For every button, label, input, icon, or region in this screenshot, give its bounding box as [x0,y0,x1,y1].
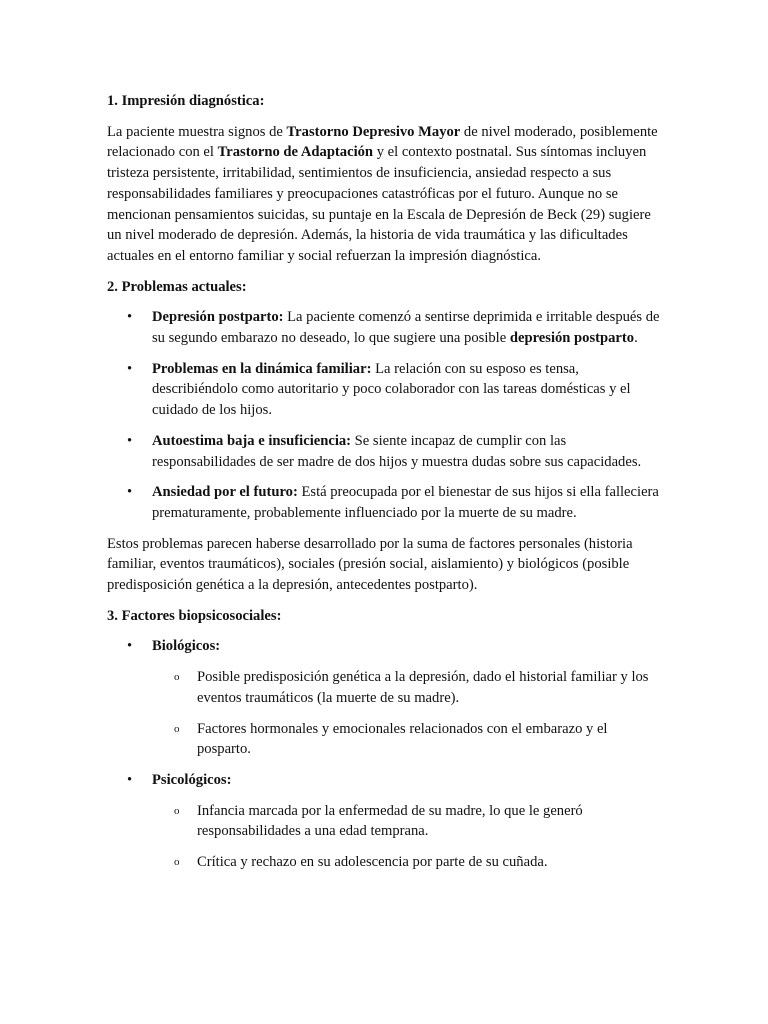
group-label: Psicológicos: [152,771,232,788]
item-label: Autoestima baja e insuficiencia: [152,432,352,449]
sub-list-item: o Posible predisposición genética a la depresión, dado el historial familiar y los eventos traumáticos (la muerte de su madre). [152,667,663,708]
diagnosis-bold: Trastorno Depresivo Mayor [286,123,461,140]
section-2-heading: 2. Problemas actuales: [107,278,247,295]
text-run: de nivel moderado, posiblemente relacionado con el [107,123,658,161]
text-run: La paciente muestra signos de [107,123,287,140]
factors-list [107,636,663,872]
item-label: Problemas en la dinámica familiar: [152,360,372,377]
item-label: Depresión postparto: [152,309,284,326]
section-1-paragraph [107,122,663,267]
section-3-heading: 3. Factores biopsicosociales: [107,607,282,624]
problems-list [107,307,663,523]
list-item [107,359,663,421]
diagnosis-bold: Trastorno de Adaptación [217,144,374,161]
group-label: Biológicos: [152,638,221,655]
sub-list-item: o Factores hormonales y emocionales relacionados con el embarazo y el posparto. [152,719,663,760]
list-item [107,431,663,472]
section-1-heading: 1. Impresión diagnóstica: [107,93,265,109]
item-text: Se siente incapaz de cumplir con las responsabilidades de ser madre de dos hijos y muestra dudas sobre sus capacidades. [152,432,642,470]
list-item [107,636,663,760]
item-text: La relación con su esposo es tensa, describiéndolo como autoritario y poco colaborador con las tareas domésticas y el cuidado de los hijos. [152,360,631,419]
sub-list [152,801,663,873]
text-run: y el contexto postnatal. Sus síntomas incluyen tristeza persistente, irritabilidad, sentimientos de insuficiencia, ansiedad respecto a sus responsabilidades familiares y preocupaciones catastróficas por el futuro. Aunque no se mencionan pensamientos suicidas, su puntaje en la Escala de Depresión de Beck (29) sugiere un nivel moderado de depresión. Además, la historia de vida traumática y las dificultades actuales en el entorno familiar y social refuerzan la impresión diagnóstica. [107,144,651,264]
section-2-summary: Estos problemas parecen haberse desarrollado por la suma de factores personales (historia familiar, eventos traumáticos), sociales (presión social, aislamiento) y biológicos (posible predisposición genética a la depresión, antecedentes postparto). [107,535,633,594]
item-text: La paciente comenzó a sentirse deprimida e irritable después de su segundo embarazo no deseado, lo que sugiere una posible [152,309,660,347]
item-text: Está preocupada por el bienestar de sus hijos si ella falleciera prematuramente, probablemente influenciado por la muerte de su madre. [152,484,659,521]
sub-list-item: o Infancia marcada por la enfermedad de su madre, lo que le generó responsabilidades a una edad temprana. [152,801,663,842]
list-item [107,482,663,523]
list-item [107,770,663,873]
item-bold-end: depresión postparto [509,330,635,347]
sub-list [152,667,663,760]
item-end: . [634,330,638,347]
item-label: Ansiedad por el futuro: [152,484,298,501]
list-item [107,307,663,348]
document-body [107,91,663,883]
sub-list-item: o Crítica y rechazo en su adolescencia por parte de su cuñada. [152,852,663,873]
